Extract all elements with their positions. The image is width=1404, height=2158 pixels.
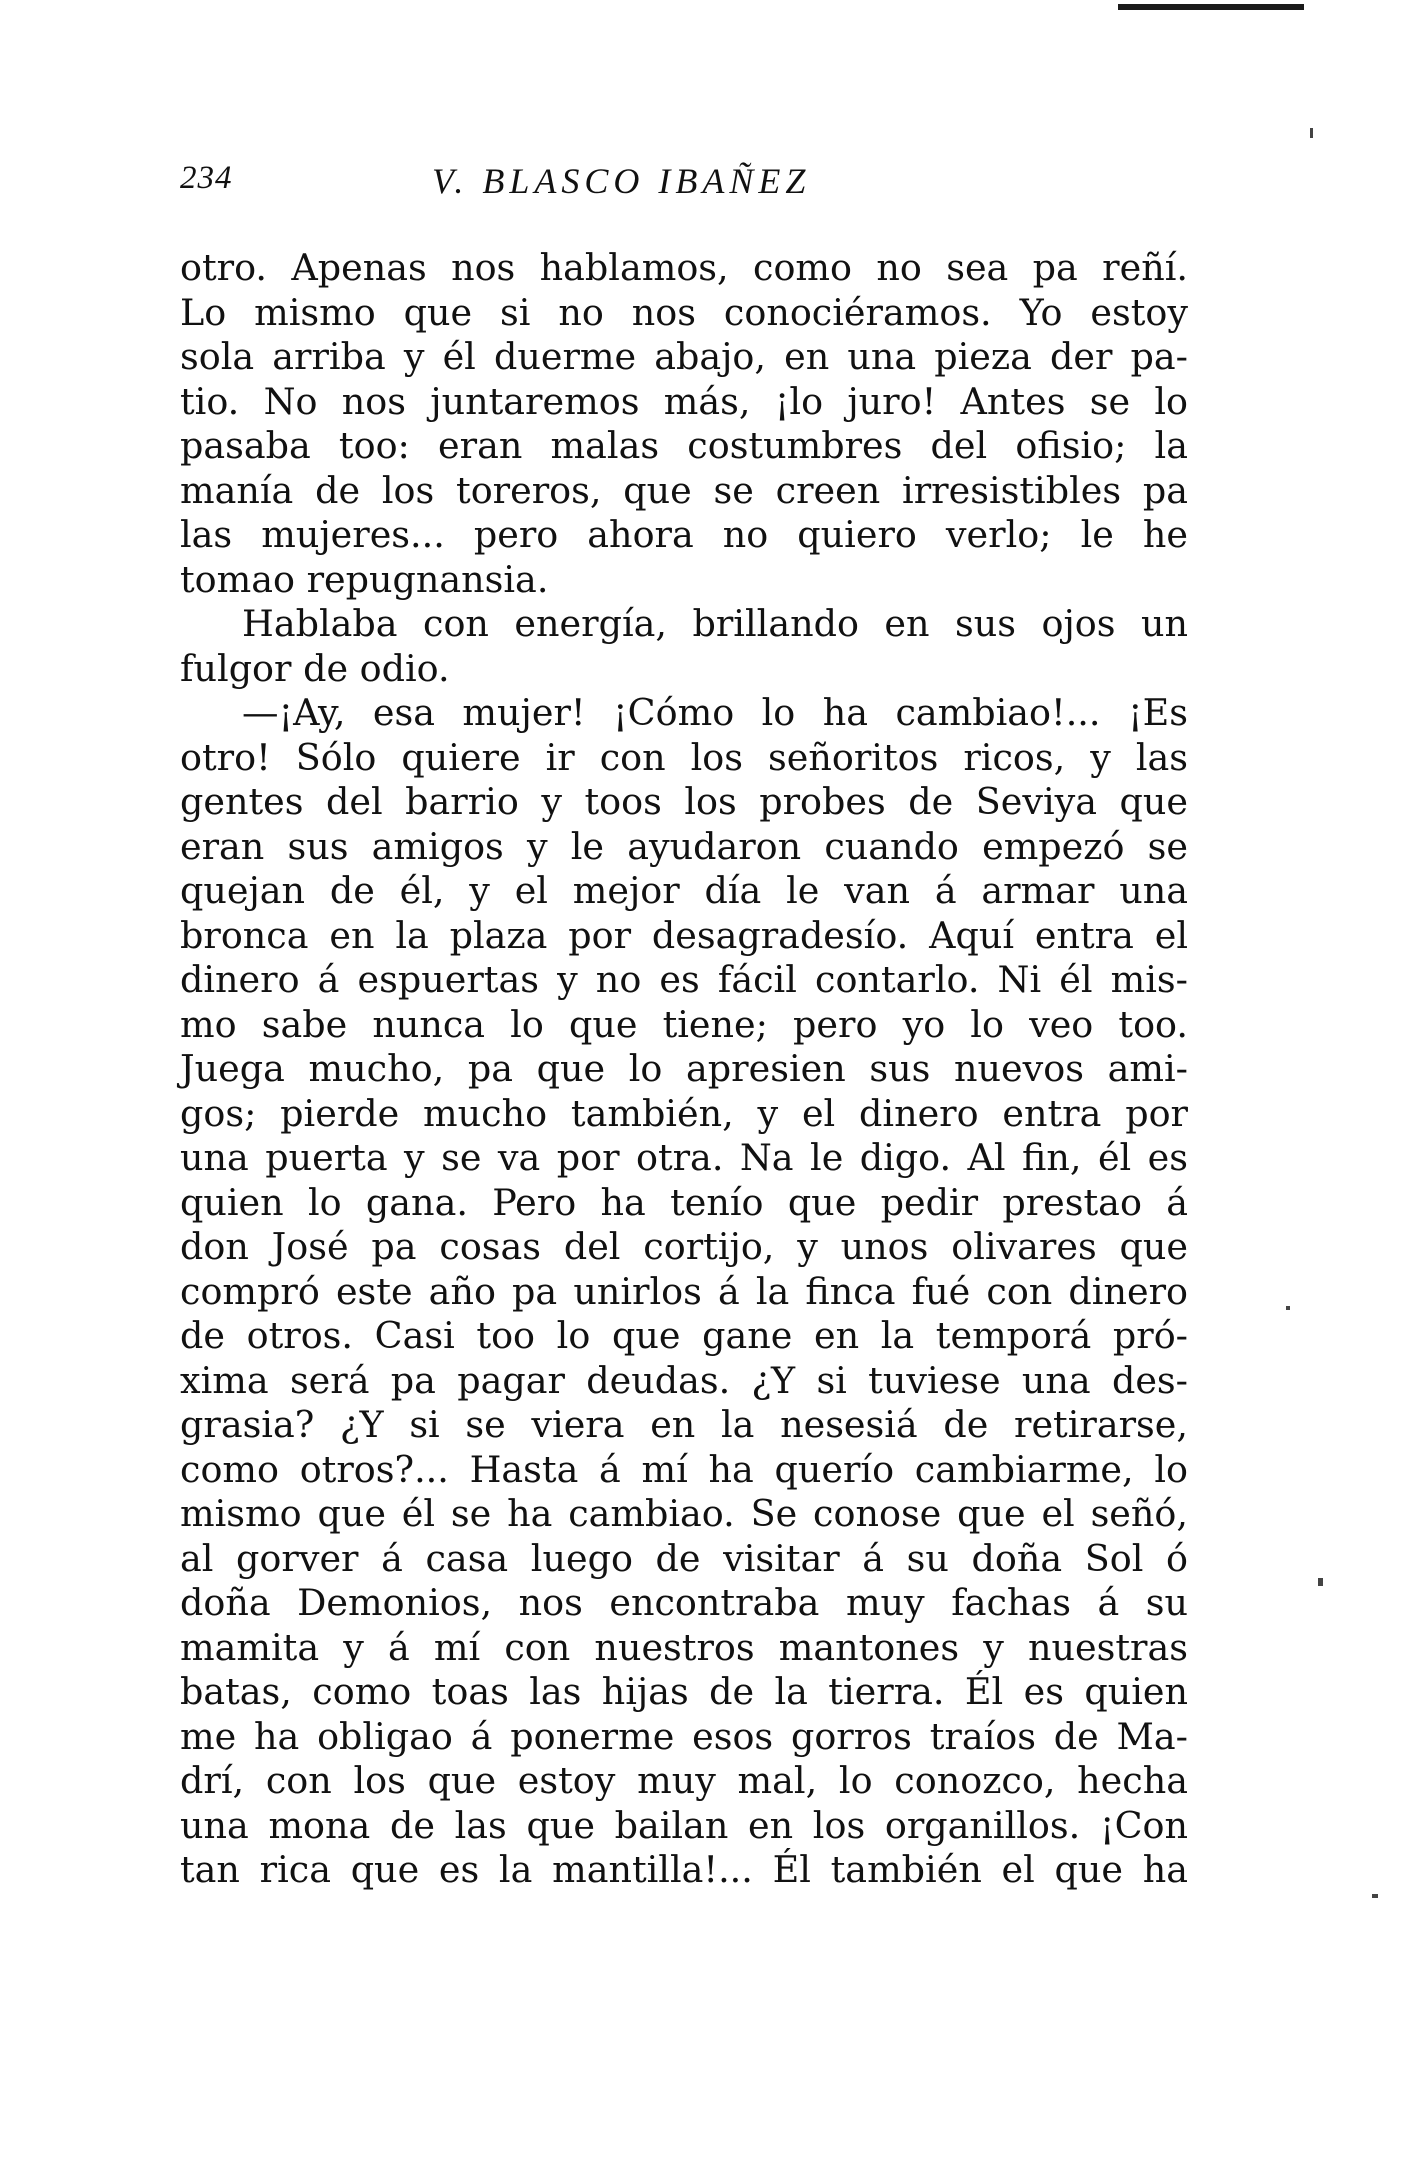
text-line: pasaba too: eran malas costumbres del ofisio; la bbox=[180, 424, 1188, 467]
text-line: una mona de las que bailan en los organillos. ¡Con bbox=[180, 1803, 1188, 1847]
text-line: bronca en la plaza por desagradesío. Aquí entra el bbox=[180, 913, 1188, 957]
text-line: doña Demonios, nos encontraba muy fachas á su bbox=[180, 1581, 1188, 1624]
text-line: sola arriba y él duerme abajo, en una pieza der pa- bbox=[180, 335, 1188, 378]
text-line: tan rica que es la mantilla!... Él también el que ha bbox=[180, 1848, 1188, 1891]
text-line: las mujeres... pero ahora no quiero verlo; le he bbox=[180, 513, 1188, 556]
text-line: Hablaba con energía, brillando en sus ojos un bbox=[242, 602, 1188, 645]
page-number: 234 bbox=[180, 160, 233, 196]
text-line: —¡Ay, esa mujer! ¡Cómo lo ha cambiao!... ¡Es bbox=[242, 691, 1188, 734]
text-line: quien lo gana. Pero ha tenío que pedir prestao á bbox=[180, 1180, 1188, 1224]
text-line: como otros?... Hasta á mí ha querío cambiarme, lo bbox=[180, 1447, 1188, 1491]
text-line: don José pa cosas del cortijo, y unos olivares que bbox=[180, 1225, 1188, 1268]
text-line: gentes del barrio y toos los probes de Seviya que bbox=[180, 780, 1188, 823]
running-head: V. BLASCO IBAÑEZ bbox=[432, 161, 811, 201]
text-line: mamita y á mí con nuestros mantones y nuestras bbox=[180, 1625, 1188, 1669]
text-line: tomao repugnansia. bbox=[180, 557, 549, 601]
text-line: Juega mucho, pa que lo apresien sus nuevos ami- bbox=[180, 1047, 1188, 1090]
text-line: Lo mismo que si no nos conociéramos. Yo estoy bbox=[180, 290, 1188, 334]
text-line: una puerta y se va por otra. Na le digo. Al fin, él es bbox=[180, 1136, 1188, 1179]
top-edge-rule bbox=[1118, 4, 1304, 10]
scan-speck bbox=[1310, 128, 1313, 138]
text-line: mismo que él se ha cambiao. Se conose que el señó, bbox=[180, 1492, 1188, 1535]
text-line: fulgor de odio. bbox=[180, 646, 450, 690]
text-line: eran sus amigos y le ayudaron cuando empezó se bbox=[180, 824, 1188, 868]
scan-speck bbox=[1286, 1306, 1290, 1310]
text-line: gos; pierde mucho también, y el dinero entra por bbox=[180, 1091, 1188, 1135]
text-line: compró este año pa unirlos á la finca fué con dinero bbox=[180, 1269, 1188, 1313]
body-text bbox=[180, 246, 1188, 1893]
text-line: tio. No nos juntaremos más, ¡lo juro! Antes se lo bbox=[180, 379, 1188, 423]
text-line: xima será pa pagar deudas. ¿Y si tuviese una des- bbox=[180, 1358, 1188, 1402]
text-line: quejan de él, y el mejor día le van á armar una bbox=[180, 869, 1188, 912]
text-line: grasia? ¿Y si se viera en la nesesiá de retirarse, bbox=[180, 1403, 1188, 1446]
text-line: otro! Sólo quiere ir con los señoritos ricos, y las bbox=[180, 735, 1188, 779]
text-line: dinero á espuertas y no es fácil contarlo. Ni él mis- bbox=[180, 958, 1188, 1001]
text-line: manía de los toreros, que se creen irresistibles pa bbox=[180, 468, 1188, 512]
text-line: mo sabe nunca lo que tiene; pero yo lo veo too. bbox=[180, 1002, 1188, 1046]
scan-speck bbox=[1318, 1578, 1323, 1586]
text-line: drí, con los que estoy muy mal, lo conozco, hecha bbox=[180, 1759, 1188, 1802]
text-line: batas, como toas las hijas de la tierra. Él es quien bbox=[180, 1670, 1188, 1713]
text-line: otro. Apenas nos hablamos, como no sea pa reñí. bbox=[180, 246, 1188, 289]
text-line: de otros. Casi too lo que gane en la temporá pró- bbox=[180, 1314, 1188, 1357]
scan-speck bbox=[1372, 1894, 1378, 1898]
text-line: al gorver á casa luego de visitar á su doña Sol ó bbox=[180, 1536, 1188, 1580]
page-header bbox=[180, 160, 1220, 216]
text-line: me ha obligao á ponerme esos gorros traíos de Ma- bbox=[180, 1714, 1188, 1758]
